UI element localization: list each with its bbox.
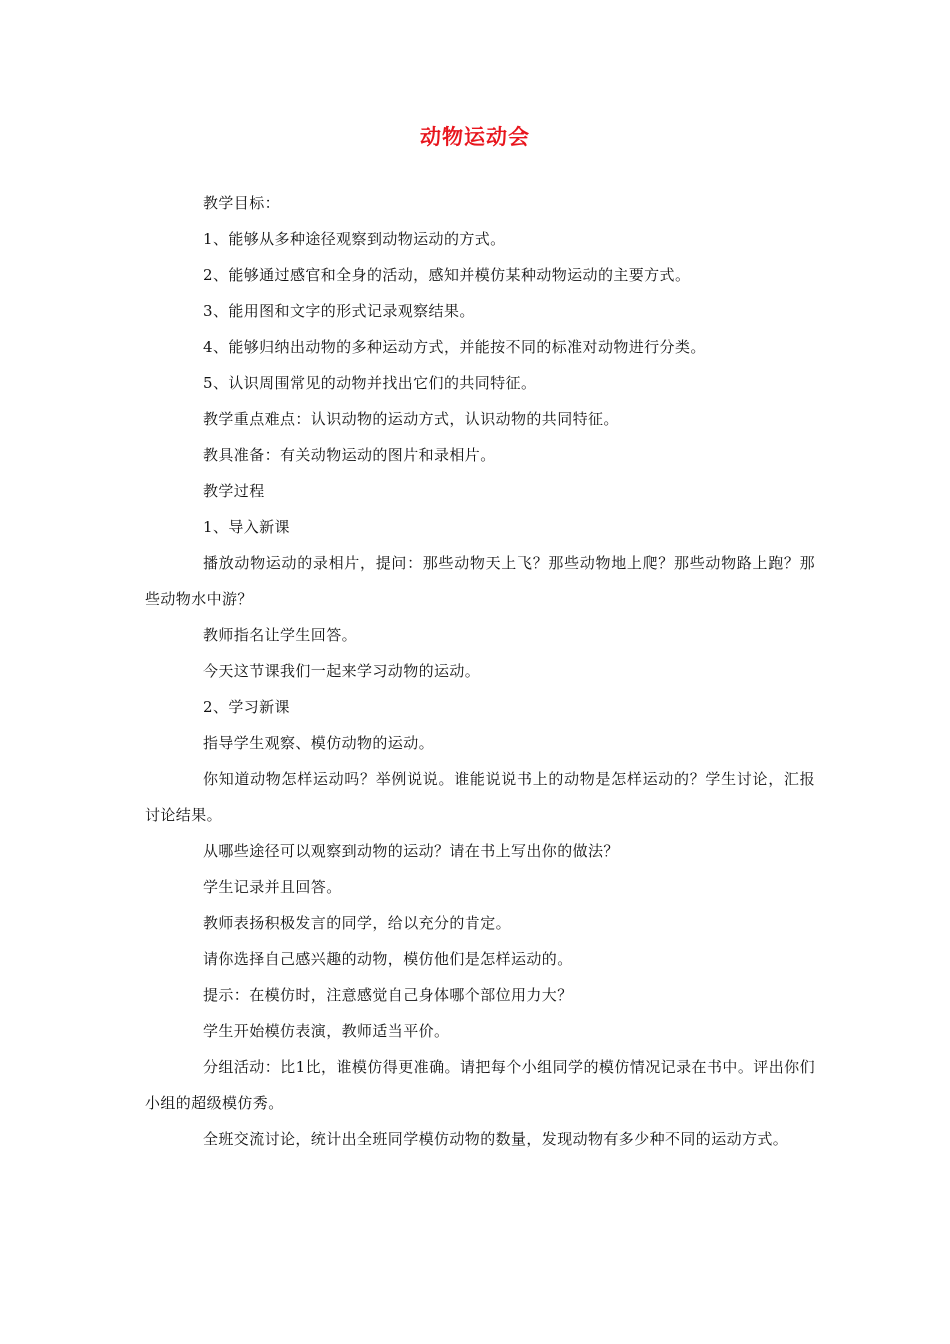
paragraph-guide-observe: 指导学生观察、模仿动物的运动。: [203, 734, 435, 752]
paragraph-choose-animal: 请你选择自己感兴趣的动物，模仿他们是怎样运动的。: [203, 950, 573, 968]
paragraph-group-activity: 分组活动：比1比，谁模仿得更准确。请把每个小组同学的模仿情况记录在书中。评出你们小组的超级模仿秀。: [145, 1058, 815, 1112]
paragraph-students-record: 学生记录并且回答。: [203, 878, 342, 896]
paragraph-objective-4: 4、能够归纳出动物的多种运动方式，并能按不同的标准对动物进行分类。: [203, 338, 706, 356]
document-body: [145, 185, 815, 1157]
paragraph-discussion: 你知道动物怎样运动吗？举例说说。谁能说说书上的动物是怎样运动的？学生讨论，汇报讨论结果。: [145, 770, 815, 824]
paragraph-performance: 学生开始模仿表演，教师适当平价。: [203, 1022, 450, 1040]
paragraph-video-question: 播放动物运动的录相片，提问：那些动物天上飞？那些动物地上爬？那些动物路上跑？那些动物水中游？: [145, 554, 815, 608]
paragraph-hint: 提示：在模仿时，注意感觉自己身体哪个部位用力大？: [203, 986, 573, 1004]
paragraph-class-discussion: 全班交流讨论，统计出全班同学模仿动物的数量，发现动物有多少种不同的运动方式。: [203, 1130, 789, 1148]
paragraph-observation-ways: 从哪些途径可以观察到动物的运动？请在书上写出你的做法？: [203, 842, 619, 860]
paragraph-objective-3: 3、能用图和文字的形式记录观察结果。: [203, 302, 475, 320]
paragraph-objective-2: 2、能够通过感官和全身的活动，感知并模仿某种动物运动的主要方式。: [203, 266, 691, 284]
paragraph-process-heading: 教学过程: [203, 482, 265, 500]
paragraph-objective-5: 5、认识周围常见的动物并找出它们的共同特征。: [203, 374, 537, 392]
paragraph-today-lesson: 今天这节课我们一起来学习动物的运动。: [203, 662, 481, 680]
paragraph-teaching-aids: 教具准备：有关动物运动的图片和录相片。: [203, 446, 496, 464]
paragraph-objective-1: 1、能够从多种途径观察到动物运动的方式。: [203, 230, 506, 248]
paragraph-section-1-heading: 1、导入新课: [203, 518, 290, 536]
document-title: 动物运动会: [420, 125, 530, 149]
paragraph-section-2-heading: 2、学习新课: [203, 698, 290, 716]
paragraph-objectives-heading: 教学目标：: [203, 194, 281, 212]
paragraph-teacher-praise: 教师表扬积极发言的同学，给以充分的肯定。: [203, 914, 512, 932]
paragraph-key-points: 教学重点难点：认识动物的运动方式，认识动物的共同特征。: [203, 410, 619, 428]
paragraph-teacher-calls: 教师指名让学生回答。: [203, 626, 358, 644]
